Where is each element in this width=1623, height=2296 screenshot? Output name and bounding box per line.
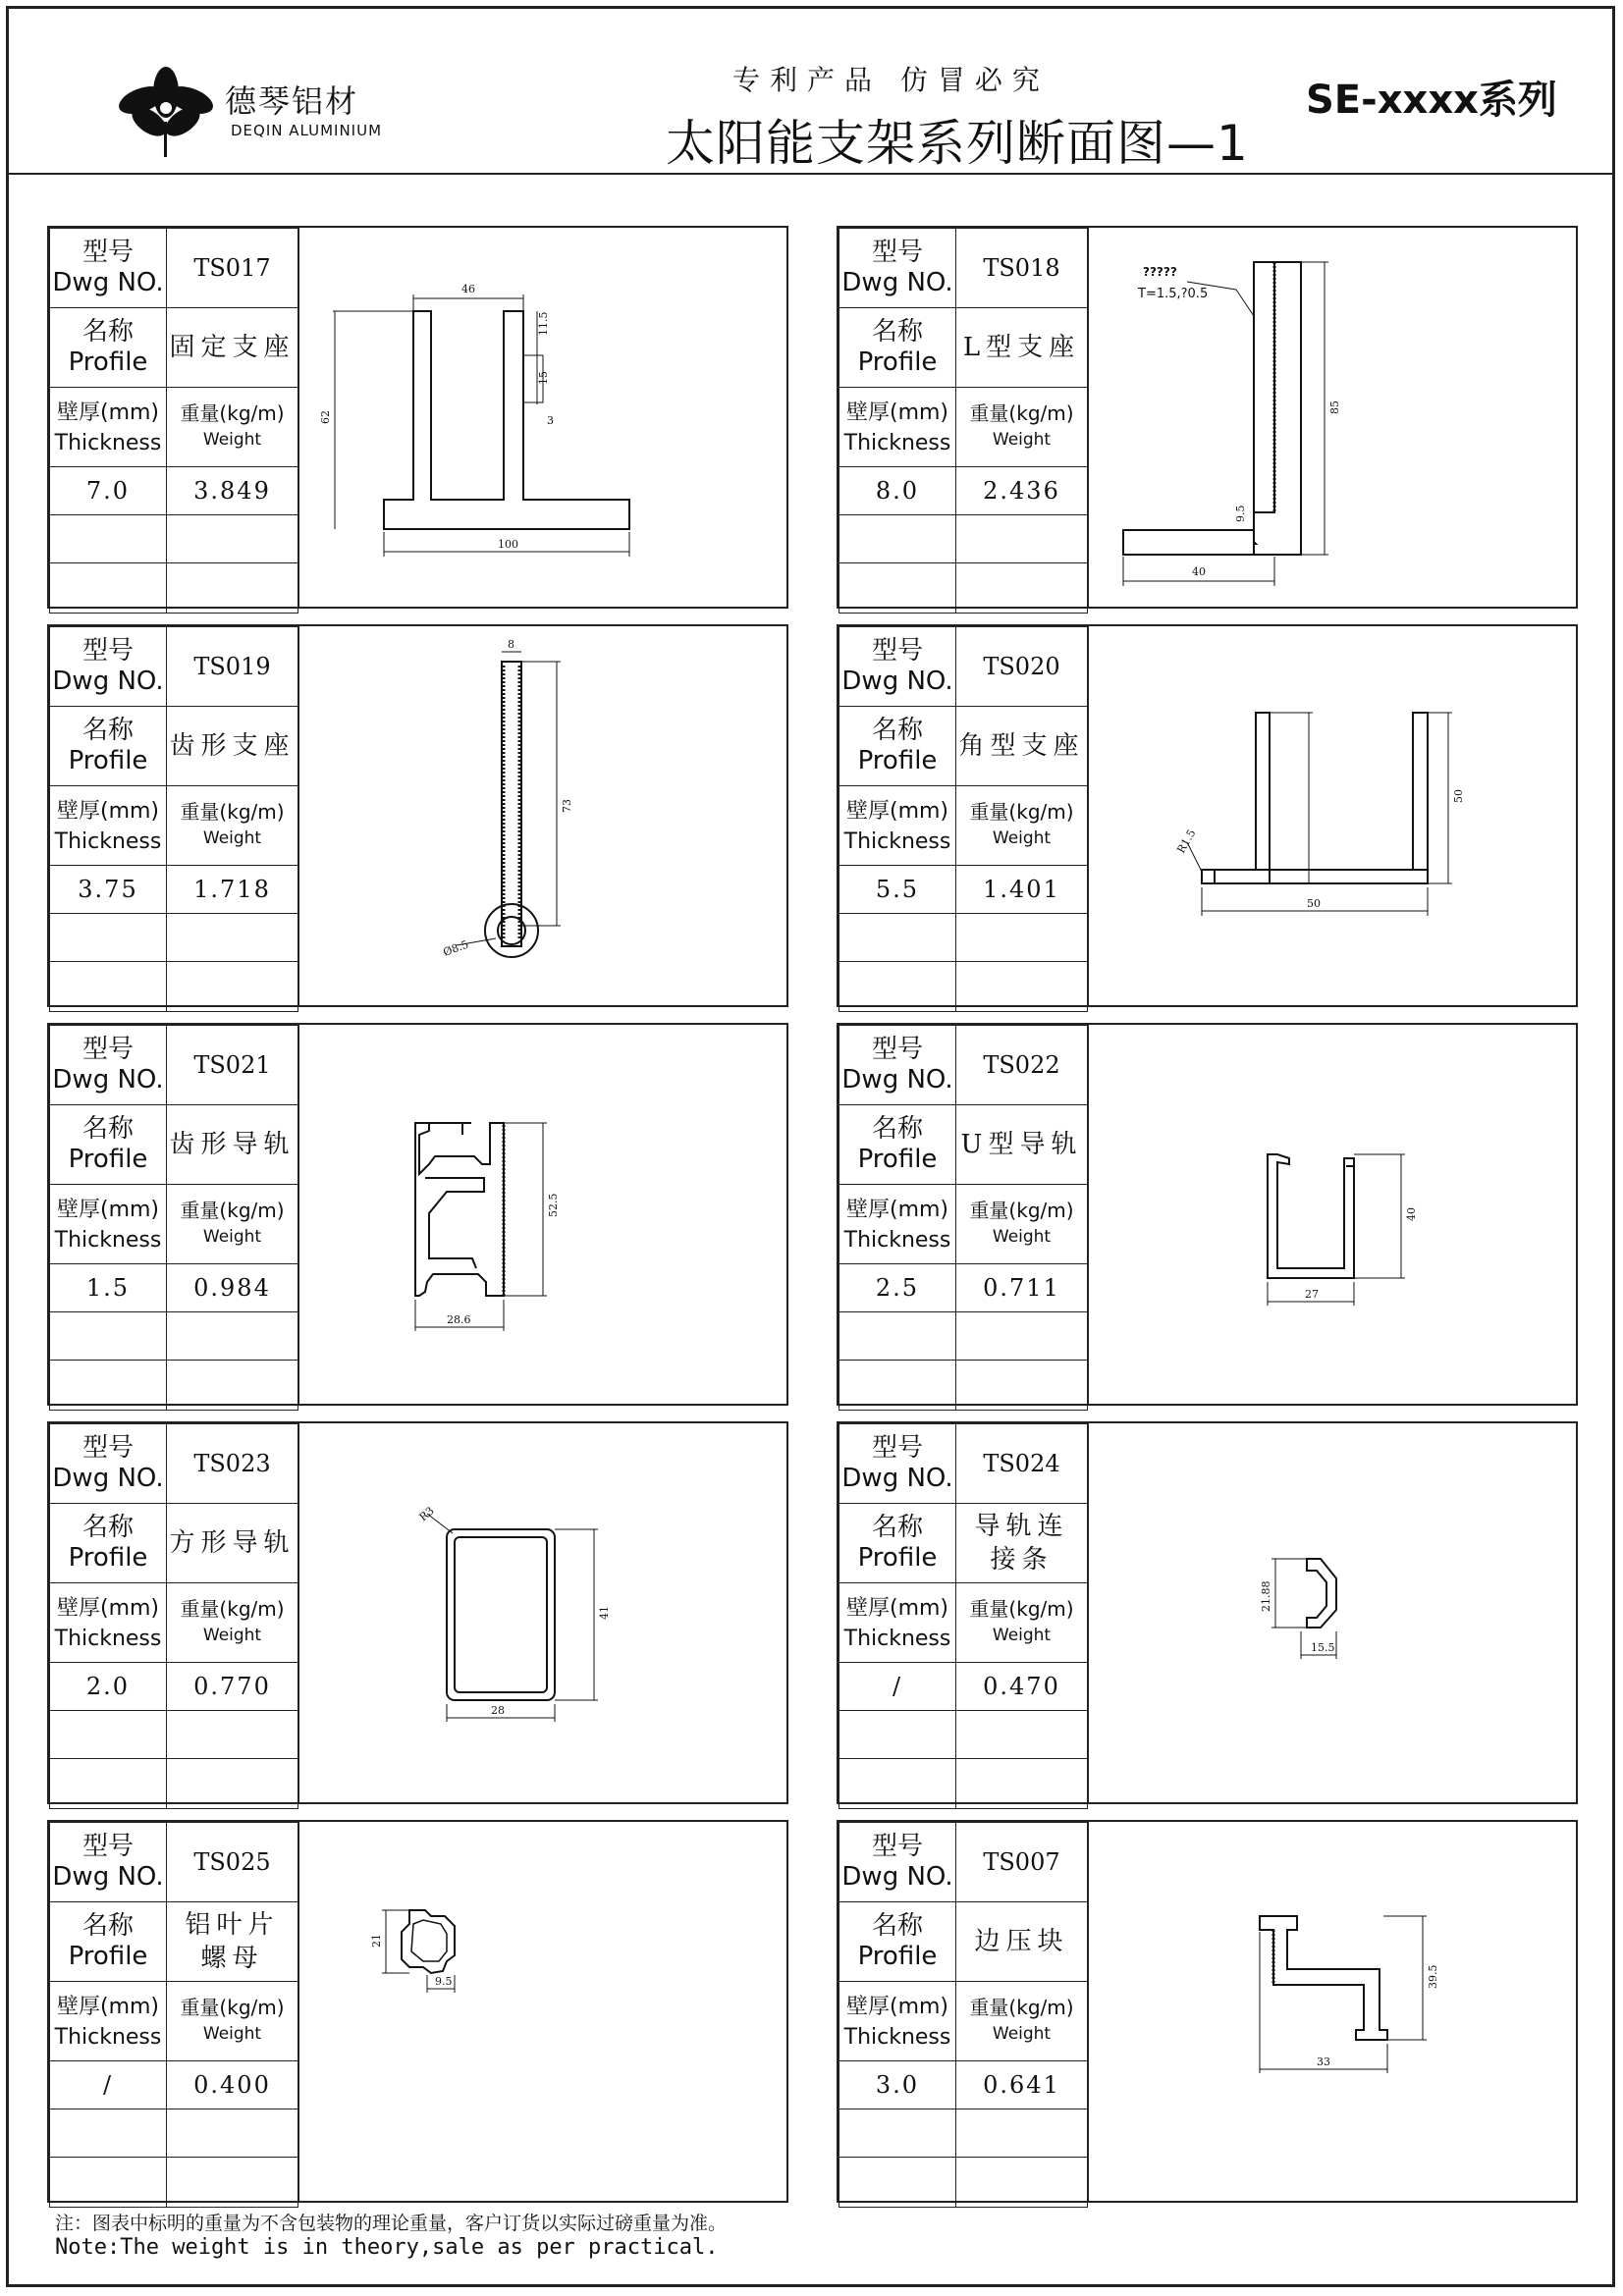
dwg-number: TS023 (167, 1424, 298, 1504)
profile-drawing (298, 1423, 788, 1802)
empty-cell (839, 2158, 956, 2208)
section-diagram (299, 1025, 790, 1404)
dwg-label: 型号 Dwg NO. (50, 1424, 167, 1504)
empty-cell (167, 2158, 298, 2208)
profile-label: 名称 Profile (839, 308, 956, 388)
weight-label: 重量(kg/m) Weight (167, 388, 298, 467)
dim-label: 41 (598, 1606, 611, 1620)
profile-card (47, 624, 788, 1007)
empty-cell (956, 1711, 1088, 1759)
dim-label: 9.5 (435, 1975, 453, 1988)
weight-value: 1.401 (956, 866, 1088, 914)
section-diagram (1089, 626, 1580, 1005)
dwg-label: 型号 Dwg NO. (839, 1424, 956, 1504)
thickness-label: 壁厚(mm) Thickness (50, 1185, 167, 1264)
series-label: SE-xxxx系列 (1306, 78, 1557, 123)
profile-drawing (1087, 1423, 1578, 1802)
section-diagram (299, 1423, 790, 1802)
dim-label: 50 (1452, 789, 1465, 803)
dim-label: 46 (461, 283, 475, 295)
empty-cell (956, 962, 1088, 1012)
weight-value: 0.711 (956, 1264, 1088, 1312)
brand-name-en: DEQIN ALUMINIUM (231, 122, 383, 139)
dwg-label: 型号 Dwg NO. (839, 1823, 956, 1902)
dim-label: 15 (537, 371, 550, 385)
empty-cell (956, 515, 1088, 563)
empty-cell (956, 1312, 1088, 1361)
empty-cell (50, 1361, 167, 1411)
dim-label: 85 (1328, 400, 1341, 414)
profile-name: 角型支座 (956, 707, 1088, 786)
thickness-label: 壁厚(mm) Thickness (839, 1583, 956, 1663)
dim-label: ????? (1143, 265, 1177, 279)
dwg-number: TS021 (167, 1026, 298, 1105)
thickness-value: 1.5 (50, 1264, 167, 1312)
page-title: 太阳能支架系列断面图—1 (666, 115, 1249, 172)
weight-value: 3.849 (167, 467, 298, 515)
weight-label: 重量(kg/m) Weight (167, 1185, 298, 1264)
empty-cell (956, 914, 1088, 962)
empty-cell (50, 1711, 167, 1759)
section-diagram (299, 626, 790, 1005)
dwg-label: 型号 Dwg NO. (50, 229, 167, 308)
dim-label: 52.5 (547, 1193, 560, 1217)
note-cn: 注：图表中标明的重量为不含包装物的理论重量，客户订货以实际过磅重量为准。 (55, 2213, 728, 2234)
dim-label: 33 (1317, 2056, 1330, 2068)
empty-cell (50, 2158, 167, 2208)
section-diagram (1089, 1423, 1580, 1802)
dwg-number: TS007 (956, 1823, 1088, 1902)
weight-label: 重量(kg/m) Weight (956, 786, 1088, 866)
profile-table (49, 228, 298, 614)
weight-label: 重量(kg/m) Weight (167, 1583, 298, 1663)
profile-name: 方形导轨 (167, 1504, 298, 1583)
profile-label: 名称 Profile (839, 1902, 956, 1982)
section-diagram (299, 228, 790, 607)
thickness-value: 2.5 (839, 1264, 956, 1312)
weight-value: 1.718 (167, 866, 298, 914)
empty-cell (167, 914, 298, 962)
empty-cell (956, 2158, 1088, 2208)
profile-drawing (1087, 1025, 1578, 1404)
profile-label: 名称 Profile (50, 1105, 167, 1185)
section-diagram (1089, 228, 1580, 607)
dim-label: 39.5 (1427, 1964, 1439, 1989)
profile-name: 齿形支座 (167, 707, 298, 786)
dim-label: 73 (561, 799, 573, 813)
profile-name: 固定支座 (167, 308, 298, 388)
thickness-value: 3.0 (839, 2061, 956, 2109)
thickness-value: / (50, 2061, 167, 2109)
dim-label: 40 (1192, 565, 1206, 578)
dwg-label: 型号 Dwg NO. (839, 229, 956, 308)
dwg-number: TS024 (956, 1424, 1088, 1504)
empty-cell (167, 2109, 298, 2158)
profile-drawing (298, 626, 788, 1005)
dwg-label: 型号 Dwg NO. (50, 1823, 167, 1902)
dim-label: 27 (1305, 1288, 1319, 1301)
thickness-value: 2.0 (50, 1663, 167, 1711)
profile-card (837, 226, 1578, 609)
empty-cell (839, 563, 956, 614)
profile-table (839, 228, 1088, 614)
empty-cell (839, 1312, 956, 1361)
dim-label: 8 (508, 638, 514, 651)
logo-icon (112, 63, 220, 161)
empty-cell (167, 1361, 298, 1411)
thickness-value: 8.0 (839, 467, 956, 515)
profile-drawing (298, 228, 788, 607)
weight-label: 重量(kg/m) Weight (167, 786, 298, 866)
dim-label: 3 (547, 414, 554, 427)
weight-value: 0.470 (956, 1663, 1088, 1711)
weight-label: 重量(kg/m) Weight (167, 1982, 298, 2061)
thickness-label: 壁厚(mm) Thickness (50, 1583, 167, 1663)
dim-label: 21 (370, 1934, 383, 1948)
empty-cell (167, 1759, 298, 1809)
profile-label: 名称 Profile (839, 707, 956, 786)
dwg-number: TS018 (956, 229, 1088, 308)
empty-cell (167, 1711, 298, 1759)
dwg-label: 型号 Dwg NO. (50, 627, 167, 707)
dwg-label: 型号 Dwg NO. (839, 1026, 956, 1105)
dwg-label: 型号 Dwg NO. (50, 1026, 167, 1105)
empty-cell (50, 563, 167, 614)
profile-table (839, 626, 1088, 1012)
empty-cell (839, 1711, 956, 1759)
thickness-value: / (839, 1663, 956, 1711)
dim-label: 9.5 (1234, 505, 1247, 522)
section-diagram (1089, 1822, 1580, 2201)
dwg-number: TS019 (167, 627, 298, 707)
empty-cell (50, 1312, 167, 1361)
header (6, 6, 1615, 175)
dim-label: T=1.5,?0.5 (1138, 287, 1209, 301)
profile-label: 名称 Profile (50, 308, 167, 388)
profile-card (47, 1023, 788, 1406)
profile-label: 名称 Profile (50, 707, 167, 786)
profile-table (49, 1423, 298, 1809)
empty-cell (50, 2109, 167, 2158)
dim-label: 40 (1405, 1207, 1418, 1221)
profile-label: 名称 Profile (50, 1504, 167, 1583)
thickness-label: 壁厚(mm) Thickness (50, 786, 167, 866)
empty-cell (167, 563, 298, 614)
dwg-label: 型号 Dwg NO. (839, 627, 956, 707)
profile-label: 名称 Profile (839, 1105, 956, 1185)
thickness-value: 7.0 (50, 467, 167, 515)
patent-notice: 专利产品 仿冒必究 (732, 64, 1050, 96)
dwg-number: TS020 (956, 627, 1088, 707)
dwg-number: TS025 (167, 1823, 298, 1902)
weight-value: 0.400 (167, 2061, 298, 2109)
empty-cell (50, 515, 167, 563)
section-diagram (299, 1822, 790, 2201)
empty-cell (839, 1361, 956, 1411)
profile-table (49, 1025, 298, 1411)
thickness-label: 壁厚(mm) Thickness (839, 388, 956, 467)
empty-cell (839, 1759, 956, 1809)
thickness-value: 5.5 (839, 866, 956, 914)
thickness-label: 壁厚(mm) Thickness (50, 1982, 167, 2061)
profile-name: 边压块 (956, 1902, 1088, 1982)
profile-card (837, 1421, 1578, 1804)
profile-drawing (1087, 228, 1578, 607)
dwg-number: TS017 (167, 229, 298, 308)
thickness-value: 3.75 (50, 866, 167, 914)
empty-cell (50, 1759, 167, 1809)
empty-cell (167, 515, 298, 563)
dim-label: 50 (1307, 897, 1321, 910)
empty-cell (956, 563, 1088, 614)
profile-table (839, 1822, 1088, 2208)
empty-cell (167, 1312, 298, 1361)
empty-cell (167, 962, 298, 1012)
note-en: Note:The weight is in theory,sale as per practical. (55, 2235, 719, 2260)
profile-card (837, 1820, 1578, 2203)
dim-label: 100 (498, 538, 518, 551)
empty-cell (839, 914, 956, 962)
profile-table (839, 1423, 1088, 1809)
section-diagram (1089, 1025, 1580, 1404)
profile-label: 名称 Profile (839, 1504, 956, 1583)
profile-label: 名称 Profile (50, 1902, 167, 1982)
profile-card (47, 1820, 788, 2203)
thickness-label: 壁厚(mm) Thickness (839, 1982, 956, 2061)
dim-label: R1.5 (1174, 827, 1199, 856)
weight-label: 重量(kg/m) Weight (956, 1982, 1088, 2061)
profile-table (839, 1025, 1088, 1411)
thickness-label: 壁厚(mm) Thickness (50, 388, 167, 467)
weight-value: 2.436 (956, 467, 1088, 515)
weight-label: 重量(kg/m) Weight (956, 1583, 1088, 1663)
weight-label: 重量(kg/m) Weight (956, 388, 1088, 467)
empty-cell (50, 914, 167, 962)
empty-cell (50, 962, 167, 1012)
profile-name: 齿形导轨 (167, 1105, 298, 1185)
empty-cell (839, 962, 956, 1012)
weight-label: 重量(kg/m) Weight (956, 1185, 1088, 1264)
profile-name: 铝叶片 螺母 (167, 1902, 298, 1982)
dim-label: R3 (416, 1504, 437, 1524)
profile-name: 导轨连 接条 (956, 1504, 1088, 1583)
weight-value: 0.641 (956, 2061, 1088, 2109)
dim-label: 62 (319, 410, 332, 424)
empty-cell (956, 2109, 1088, 2158)
empty-cell (956, 1361, 1088, 1411)
profile-drawing (1087, 1822, 1578, 2201)
dim-label: 28.6 (447, 1313, 471, 1326)
empty-cell (956, 1759, 1088, 1809)
dim-label: 15.5 (1311, 1641, 1335, 1654)
empty-cell (839, 2109, 956, 2158)
weight-value: 0.984 (167, 1264, 298, 1312)
profile-table (49, 626, 298, 1012)
profile-card (837, 624, 1578, 1007)
dim-label: 11.5 (537, 311, 550, 336)
profile-card (837, 1023, 1578, 1406)
dim-label: Ø8.5 (441, 937, 470, 959)
dwg-number: TS022 (956, 1026, 1088, 1105)
dim-label: 21.88 (1260, 1580, 1272, 1612)
thickness-label: 壁厚(mm) Thickness (839, 786, 956, 866)
dim-label: 28 (491, 1704, 505, 1717)
profile-card (47, 1421, 788, 1804)
brand-name-cn: 德琴铝材 (225, 82, 359, 120)
profile-drawing (298, 1025, 788, 1404)
empty-cell (839, 515, 956, 563)
thickness-label: 壁厚(mm) Thickness (839, 1185, 956, 1264)
profile-table (49, 1822, 298, 2208)
profile-drawing (1087, 626, 1578, 1005)
weight-value: 0.770 (167, 1663, 298, 1711)
profile-drawing (298, 1822, 788, 2201)
profile-card (47, 226, 788, 609)
profile-name: U型导轨 (956, 1105, 1088, 1185)
profile-name: L型支座 (956, 308, 1088, 388)
